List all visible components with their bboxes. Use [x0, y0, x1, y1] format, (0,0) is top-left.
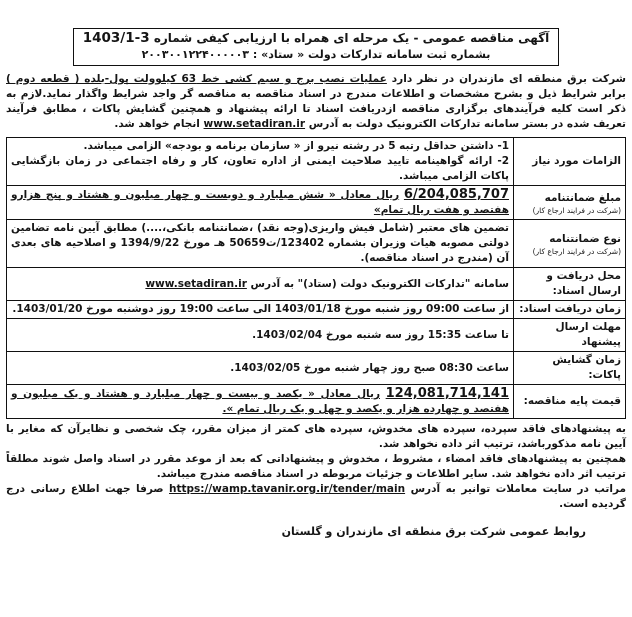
guarantee-type-label-cell — [514, 220, 626, 268]
notice-title-line — [78, 30, 554, 47]
bid-deadline-label: مهلت ارسال پیشنهاد — [514, 319, 626, 352]
table-row-requirements — [7, 138, 626, 186]
tavanir-url: https://wamp.tavanir.org.ir/tender/main — [169, 483, 406, 495]
documents-location-url: www.setadiran.ir — [145, 277, 247, 290]
footer-paragraph-3 — [6, 482, 626, 512]
intro-paragraph — [6, 72, 626, 132]
bid-deadline-text: تا ساعت 15:35 روز سه شنبه مورخ 1403/02/04. — [7, 319, 514, 352]
signature: روابط عمومی شرکت برق منطقه ای مازندران و گلستان — [281, 525, 586, 538]
intro-part2: برابر شرایط ذیل و بشرح مشخصات و اطلاعات مندرج در اسناد مناقصه به مناقصه گر واجد شرایط واگذار نماید.لازم به ذکر است کلیه فرآیندهای برگزاری مناقصه ازدریافت اسناد تا ارائه پیشنهاد و همچنین گشایش پاکات ، مطابق فرآیند تعریف شده در بستر سامانه تدارکات الکترونیک دولت به آدرس — [6, 88, 626, 130]
table-row-documents-time — [7, 301, 626, 319]
documents-location-cell — [7, 268, 514, 301]
table-row-documents-location — [7, 268, 626, 301]
requirements-label: الزامات مورد نیاز — [514, 138, 626, 186]
base-price-cell — [7, 385, 514, 419]
notice-title: آگهی مناقصه عمومی - یک مرحله ای همراه با ارزیابی کیفی شماره — [153, 31, 550, 45]
table-row-guarantee-amount — [7, 186, 626, 220]
footer-p3-part1: مراتب در سایت معاملات توانیر به آدرس — [410, 483, 627, 495]
notice-header — [73, 28, 559, 66]
opening-time-label: زمان گشایش پاکات: — [514, 352, 626, 385]
guarantee-amount-label: مبلغ ضمانتنامه — [544, 191, 621, 204]
guarantee-amount-text: ریال معادل « شش میلیارد و دویست و چهار میلیون و هشتاد و پنج هزارو هفتصد و هفت ریال تمام» — [11, 189, 509, 216]
tender-details-table — [6, 137, 626, 419]
documents-location-text: سامانه "تدارکات الکترونیک دولت (ستاد)" به آدرس — [250, 277, 509, 290]
base-price-value: 124,081,714,141 — [385, 386, 510, 401]
base-price-text: ریال معادل « یکصد و بیست و چهار میلیارد و هشتاد و یک میلیون و هفتصد و چهارده هزار و یکصد و چهل و یک ریال تمام ». — [11, 388, 509, 415]
guarantee-type-note: (شرکت در فرایند ارجاع کار) — [532, 246, 621, 256]
base-price-label: قیمت پایه مناقصه: — [514, 385, 626, 419]
guarantee-amount-value: 6/204,085,707 — [403, 187, 510, 202]
table-row-guarantee-type — [7, 220, 626, 268]
footer-paragraph-2: همچنین به پیشنهادهای فاقد امضاء ، مشروط ، مخدوش و پیشنهاداتی که بعد از موعد مقرر در اسناد واصل شوند مطلقاً ترتیب اثر داده نخواهد شد. سایر اطلاعات و جزئیات مربوطه در اسناد مناقصه مندرج میباشد. — [6, 453, 626, 480]
footer-p3-part2: صرفا جهت اطلاع رسانی درج گردیده است. — [6, 483, 626, 510]
guarantee-amount-cell — [7, 186, 514, 220]
guarantee-type-text: تضمین های معتبر (شامل فیش واریزی(وجه نقد) ،ضمانتنامه بانکی،....) مطابق آیین نامه تضامین دولتی مصوبه هیات وزیران بشماره 123402/ت50659 هـ مورخ 1394/9/22 و اصلاحیه های بعدی آن (مندرج در اسناد مناقصه). — [7, 220, 514, 268]
intro-part1: شرکت برق منطقه ای مازندران در نظر دارد — [391, 73, 626, 85]
guarantee-amount-label-cell — [514, 186, 626, 220]
table-row-base-price — [7, 385, 626, 419]
footer-paragraph-1: به پیشنهادهای فاقد سپرده، سپرده های مخدوش، سپرده های کمتر از میزان مقرر، چک شخصی و نظایرآن که مغایر با آیین نامه مذکورباشد، ترتیب اثر داده نخواهد شد. — [6, 423, 626, 450]
registration-label: بشماره ثبت سامانه تدارکات دولت « ستاد» : — [252, 48, 491, 61]
registration-line — [78, 47, 554, 63]
requirements-cell — [7, 138, 514, 186]
requirement-item-1: 1- داشتن حداقل رتبه 5 در رشته نیرو از « سازمان برنامه و بودجه» الزامی میباشد. — [83, 140, 509, 152]
table-row-opening-time — [7, 352, 626, 385]
requirement-item-2: 2- ارائه گواهینامه تایید صلاحیت ایمنی از اداره تعاون، کار و رفاه اجتماعی در زمان بازگشایی پاکات الزامی میباشد. — [11, 155, 509, 182]
guarantee-amount-note: (شرکت در فرایند ارجاع کار) — [532, 205, 621, 215]
documents-time-text: از ساعت 09:00 روز شنبه مورخ 1403/01/18 الی ساعت 19:00 روز دوشنبه مورخ 1403/01/20. — [7, 301, 514, 319]
documents-time-label: زمان دریافت اسناد: — [514, 301, 626, 319]
guarantee-type-label: نوع ضمانتنامه — [549, 232, 621, 245]
tender-number: 1403/1-3 — [82, 30, 150, 46]
documents-location-label: محل دریافت و ارسال اسناد: — [514, 268, 626, 301]
intro-part3: انجام خواهد شد. — [114, 118, 200, 130]
registration-number: ۲۰۰۳۰۰۱۲۲۴۰۰۰۰۰۳ — [141, 48, 250, 61]
setad-url: www.setadiran.ir — [203, 118, 306, 130]
notice-footer — [6, 422, 626, 512]
opening-time-text: ساعت 08:30 صبح روز چهار شنبه مورخ 1403/02/05. — [7, 352, 514, 385]
project-subject: عملیات نصب برج و سیم کشی خط 63 کیلوولت پول-بلده ( قطعه دوم ) — [6, 73, 387, 85]
table-row-bid-deadline — [7, 319, 626, 352]
